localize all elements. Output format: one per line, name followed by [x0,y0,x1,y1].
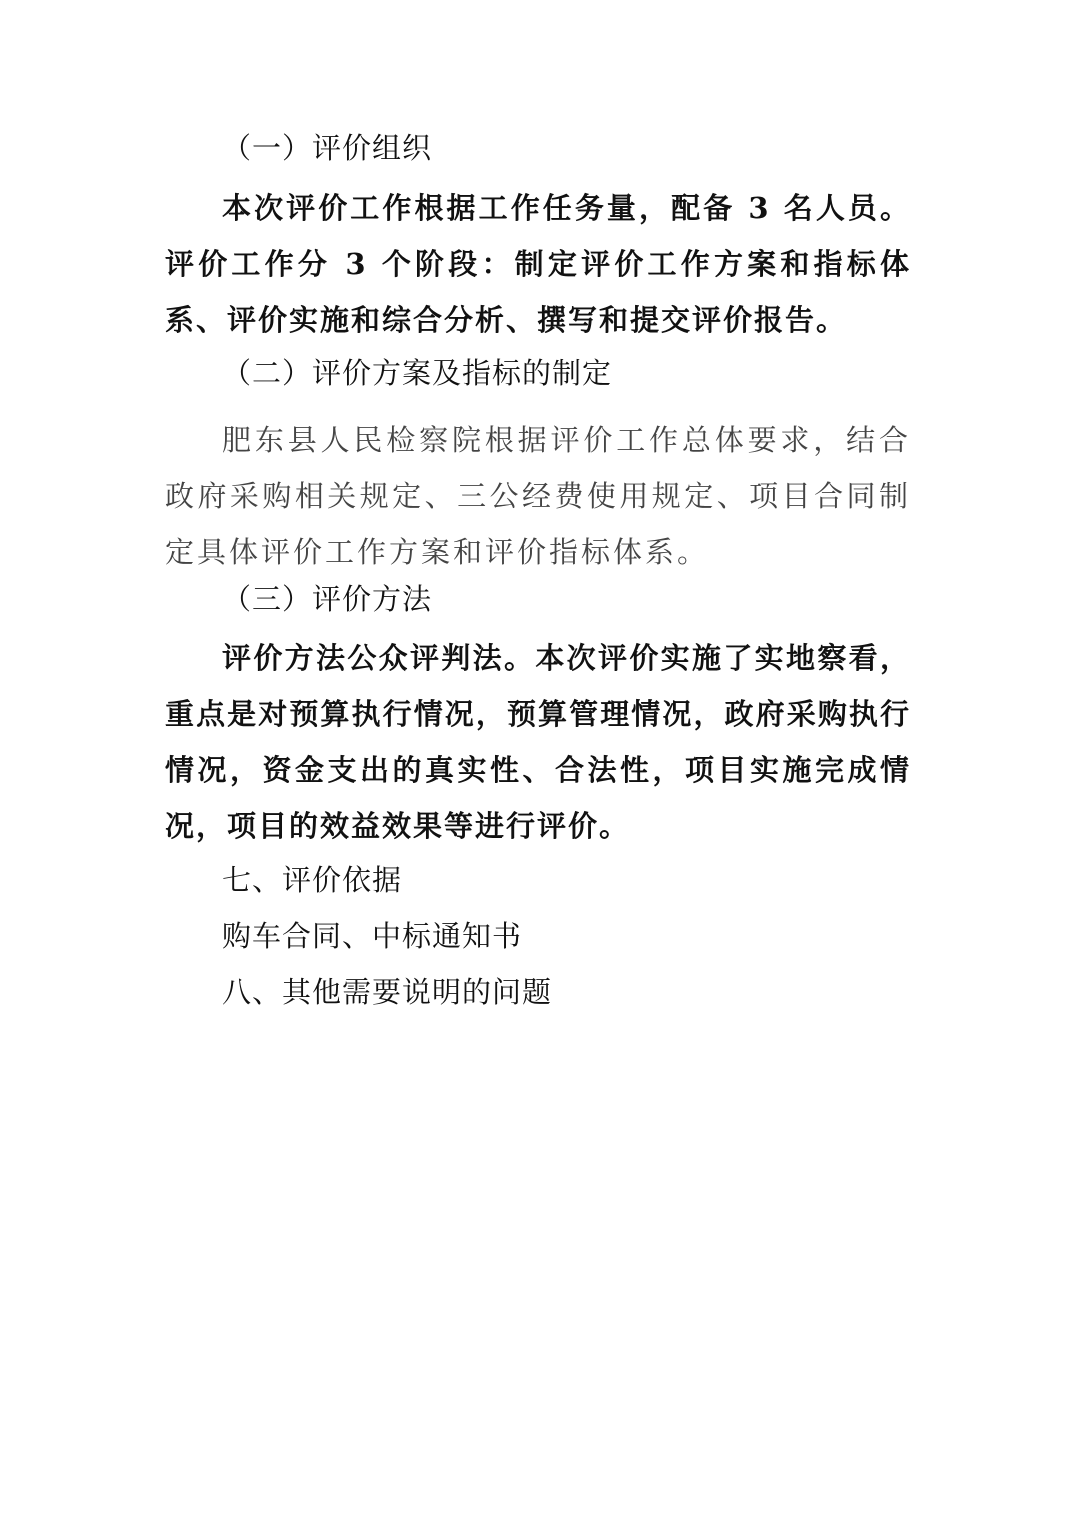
section-heading-evaluation-basis: 七、评价依据 [222,863,403,897]
section-heading-evaluation-method: （三）评价方法 [222,582,433,616]
paragraph-evaluation-method: 评价方法公众评判法。本次评价实施了实地察看，重点是对预算执行情况，预算管理情况，政府采购执行情况，资金支出的真实性、合法性，项目实施完成情况，项目的效益效果等进行评价。 [165,641,911,843]
paragraph-evaluation-plan: 肥东县人民检察院根据评价工作总体要求，结合政府采购相关规定、三公经费使用规定、项目合同制定具体评价工作方案和评价指标体系。 [165,423,911,569]
section-heading-other-issues: 八、其他需要说明的问题 [222,975,553,1009]
paragraph-evaluation-organization: 本次评价工作根据工作任务量，配备 3 名人员。评价工作分 3 个阶段：制定评价工作方案和指标体系、评价实施和综合分析、撰写和提交评价报告。 [165,191,911,337]
section-heading-evaluation-organization: （一）评价组织 [222,131,433,165]
section-heading-evaluation-plan: （二）评价方案及指标的制定 [222,356,613,390]
paragraph-evaluation-basis: 购车合同、中标通知书 [222,919,523,953]
